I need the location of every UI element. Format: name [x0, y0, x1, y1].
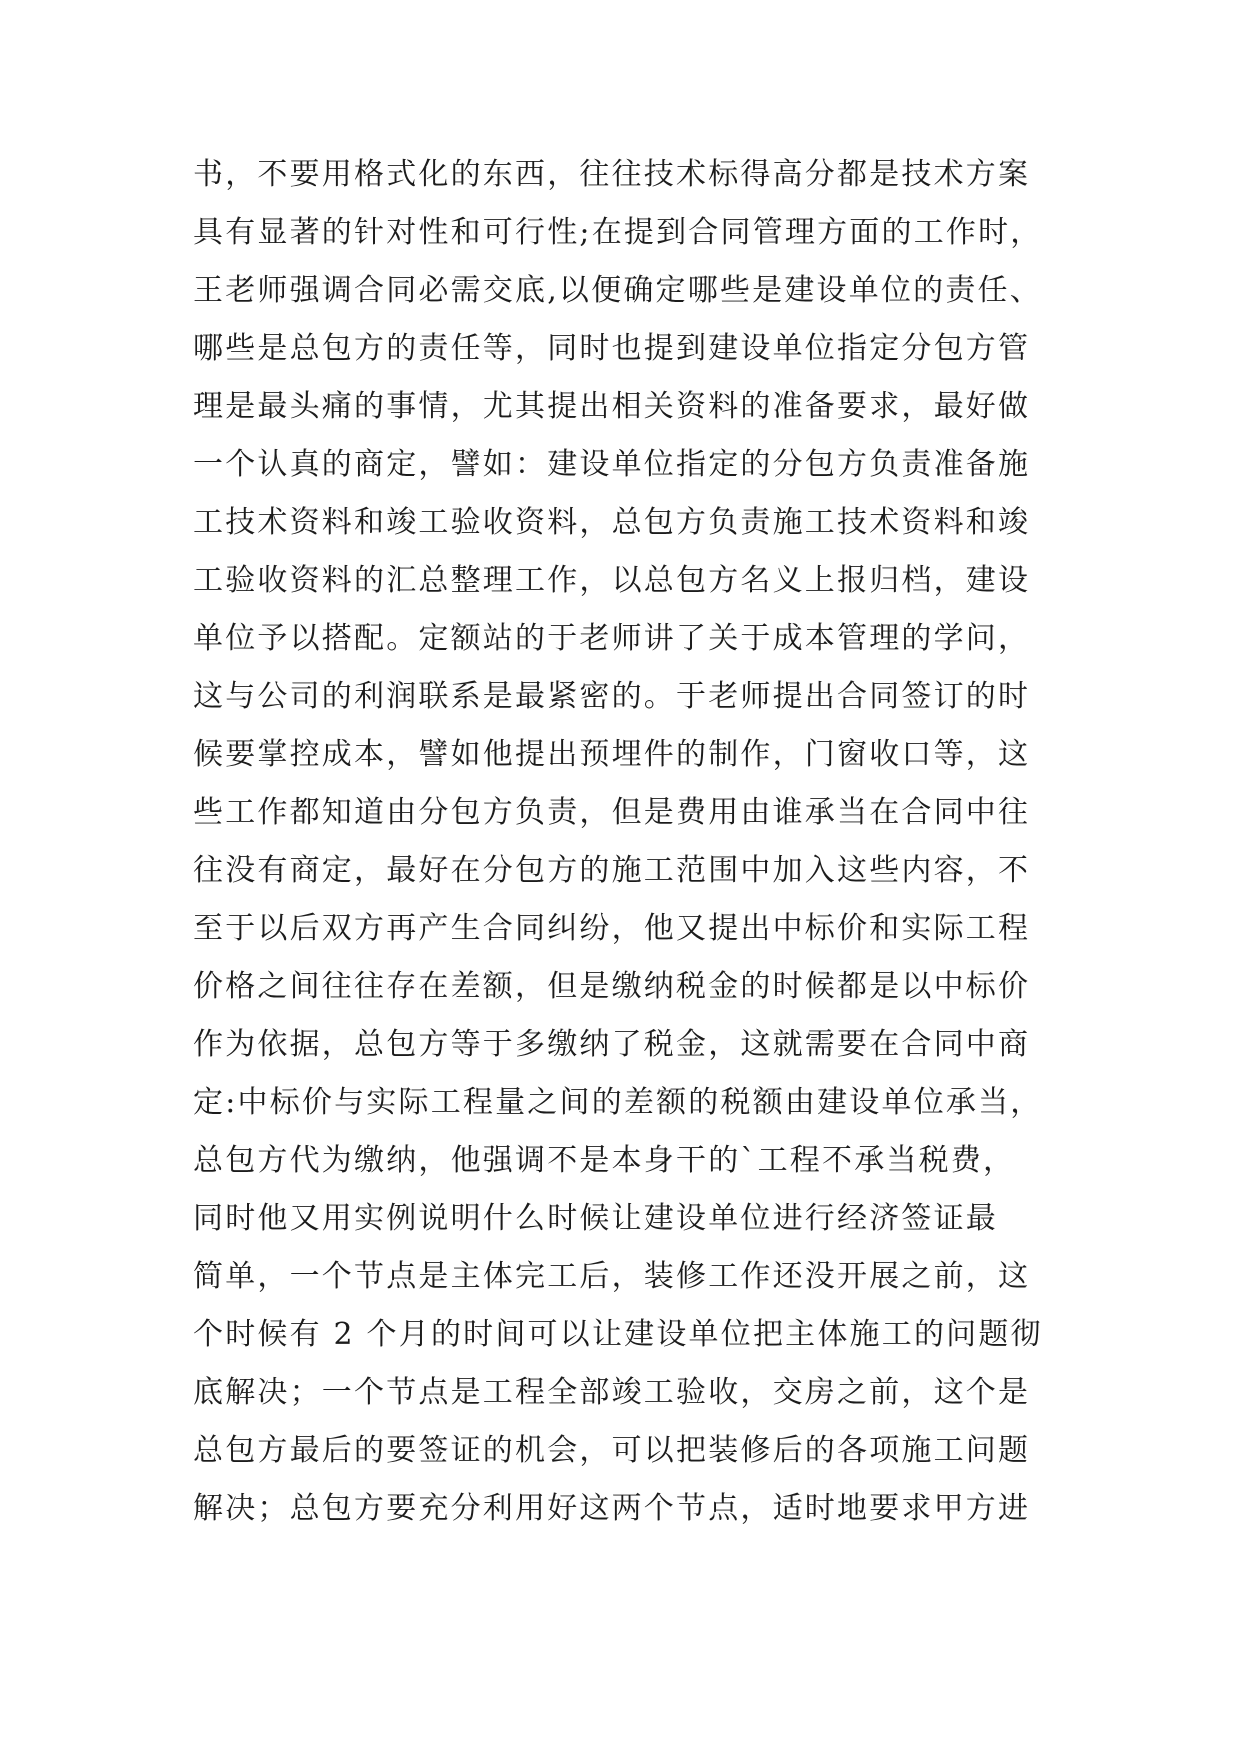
text-line: 具有显著的针对性和可行性;在提到合同管理方面的工作时， — [193, 215, 1043, 250]
text-line: 至于以后双方再产生合同纠纷，他又提出中标价和实际工程 — [193, 911, 1031, 946]
text-line: 解决；总包方要充分利用好这两个节点，适时地要求甲方进 — [193, 1491, 1031, 1526]
text-line: 作为依据，总包方等于多缴纳了税金，这就需要在合同中商 — [193, 1027, 1031, 1062]
text-line: 简单，一个节点是主体完工后，装修工作还没开展之前，这 — [193, 1259, 1031, 1294]
text-line: 一个认真的商定，譬如：建设单位指定的分包方负责准备施 — [193, 447, 1031, 482]
text-line: 这与公司的利润联系是最紧密的。于老师提出合同签订的时 — [193, 679, 1031, 714]
text-line: 理是最头痛的事情，尤其提出相关资料的准备要求，最好做 — [193, 389, 1031, 424]
text-line: 些工作都知道由分包方负责，但是费用由谁承当在合同中往 — [193, 795, 1031, 830]
text-line: 总包方代为缴纳，他强调不是本身干的`工程不承当税费， — [193, 1143, 1016, 1178]
text-line: 底解决；一个节点是工程全部竣工验收，交房之前，这个是 — [193, 1375, 1031, 1410]
text-line: 定:中标价与实际工程量之间的差额的税额由建设单位承当， — [193, 1085, 1043, 1120]
text-line: 王老师强调合同必需交底,以便确定哪些是建设单位的责任、 — [193, 273, 1042, 308]
text-line: 往没有商定，最好在分包方的施工范围中加入这些内容，不 — [193, 853, 1031, 888]
text-line: 单位予以搭配。定额站的于老师讲了关于成本管理的学问， — [193, 621, 1031, 656]
body-text — [193, 157, 1193, 1552]
text-line: 候要掌控成本，譬如他提出预埋件的制作，门窗收口等，这 — [193, 737, 1031, 772]
text-line: 工技术资料和竣工验收资料，总包方负责施工技术资料和竣 — [193, 505, 1031, 540]
text-line: 哪些是总包方的责任等，同时也提到建设单位指定分包方管 — [193, 331, 1031, 366]
text-line: 总包方最后的要签证的机会，可以把装修后的各项施工问题 — [193, 1433, 1031, 1468]
text-line: 同时他又用实例说明什么时候让建设单位进行经济签证最 — [193, 1201, 998, 1236]
text-line: 工验收资料的汇总整理工作，以总包方名义上报归档，建设 — [193, 563, 1031, 598]
text-line: 个时候有 2 个月的时间可以让建设单位把主体施工的问题彻 — [193, 1317, 1043, 1352]
text-line: 书，不要用格式化的东西，往往技术标得高分都是技术方案 — [193, 157, 1031, 192]
text-line: 价格之间往往存在差额，但是缴纳税金的时候都是以中标价 — [193, 969, 1031, 1004]
